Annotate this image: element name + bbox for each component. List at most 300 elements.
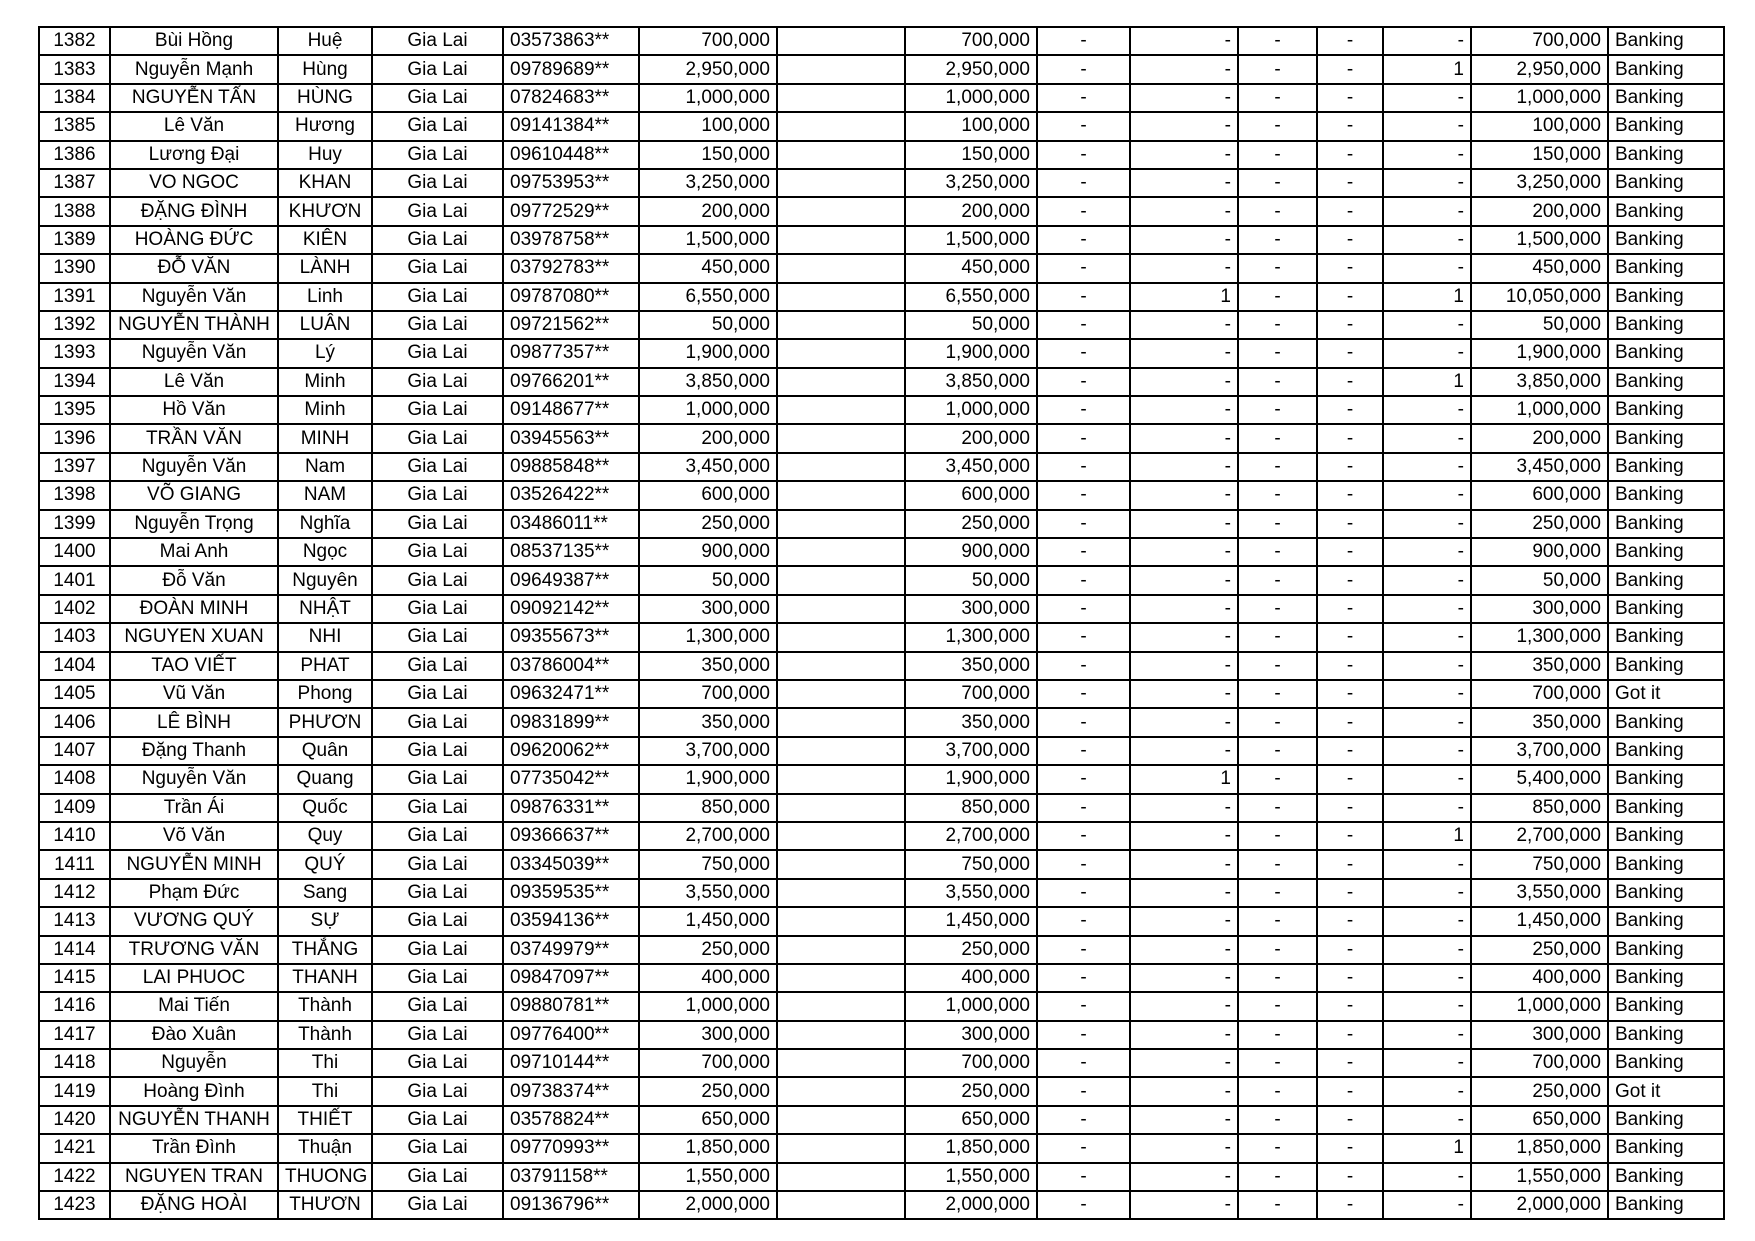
cell-c2: -: [1130, 169, 1238, 197]
cell-c4: -: [1317, 84, 1383, 112]
cell-c2: 1: [1130, 765, 1238, 793]
cell-c5: -: [1383, 1049, 1471, 1077]
cell-c5: -: [1383, 566, 1471, 594]
cell-c3: -: [1238, 1163, 1317, 1191]
cell-ghi-chu: [777, 481, 905, 509]
cell-tong-2: 100,000: [1471, 112, 1608, 140]
cell-c1: -: [1037, 27, 1130, 55]
table-row: [39, 141, 1724, 169]
cell-ten: Huy: [278, 141, 372, 169]
cell-tong-2: 1,500,000: [1471, 226, 1608, 254]
cell-tinh: Gia Lai: [372, 141, 503, 169]
cell-ho: Nguyễn Văn: [110, 339, 278, 367]
cell-tong-1: 850,000: [905, 794, 1037, 822]
cell-c3: -: [1238, 595, 1317, 623]
cell-c4: -: [1317, 1134, 1383, 1162]
cell-sdt: 03578824**: [503, 1106, 639, 1134]
cell-c2: -: [1130, 850, 1238, 878]
cell-sdt: 09359535**: [503, 879, 639, 907]
table-row: [39, 424, 1724, 452]
cell-tong-2: 2,950,000: [1471, 55, 1608, 83]
cell-c4: -: [1317, 1191, 1383, 1219]
table-row: [39, 992, 1724, 1020]
cell-hinh-thuc: Banking: [1608, 708, 1724, 736]
cell-ghi-chu: [777, 84, 905, 112]
cell-hinh-thuc: Banking: [1608, 197, 1724, 225]
cell-tong-1: 1,450,000: [905, 907, 1037, 935]
cell-ten: THƯƠN: [278, 1191, 372, 1219]
cell-c4: -: [1317, 197, 1383, 225]
cell-ho: LAI PHUOC: [110, 964, 278, 992]
cell-ghi-chu: [777, 680, 905, 708]
cell-hinh-thuc: Banking: [1608, 141, 1724, 169]
cell-tong-2: 1,000,000: [1471, 396, 1608, 424]
cell-tong-1: 600,000: [905, 481, 1037, 509]
cell-c1: -: [1037, 453, 1130, 481]
cell-c3: -: [1238, 396, 1317, 424]
cell-c3: -: [1238, 481, 1317, 509]
cell-no: 1410: [39, 822, 110, 850]
cell-tong-1: 400,000: [905, 964, 1037, 992]
cell-c4: -: [1317, 680, 1383, 708]
cell-ho: Hoàng Đình: [110, 1077, 278, 1105]
cell-tong-1: 250,000: [905, 936, 1037, 964]
cell-ghi-chu: [777, 879, 905, 907]
table-row: [39, 566, 1724, 594]
cell-c4: -: [1317, 623, 1383, 651]
cell-c1: -: [1037, 822, 1130, 850]
cell-ho: NGUYỄN MINH: [110, 850, 278, 878]
cell-no: 1389: [39, 226, 110, 254]
cell-no: 1417: [39, 1021, 110, 1049]
cell-hinh-thuc: Got it: [1608, 1077, 1724, 1105]
cell-c3: -: [1238, 964, 1317, 992]
cell-sdt: 03945563**: [503, 424, 639, 452]
cell-no: 1386: [39, 141, 110, 169]
cell-sdt: 09787080**: [503, 283, 639, 311]
cell-c1: -: [1037, 112, 1130, 140]
cell-tong-1: 250,000: [905, 1077, 1037, 1105]
cell-tinh: Gia Lai: [372, 765, 503, 793]
cell-so-tien: 400,000: [639, 964, 777, 992]
cell-tong-2: 200,000: [1471, 424, 1608, 452]
cell-ho: VÕ GIANG: [110, 481, 278, 509]
cell-hinh-thuc: Banking: [1608, 339, 1724, 367]
cell-no: 1421: [39, 1134, 110, 1162]
cell-c5: -: [1383, 765, 1471, 793]
cell-c5: 1: [1383, 1134, 1471, 1162]
cell-hinh-thuc: Banking: [1608, 623, 1724, 651]
cell-tinh: Gia Lai: [372, 1049, 503, 1077]
cell-ho: HOÀNG ĐỨC: [110, 226, 278, 254]
cell-c1: -: [1037, 55, 1130, 83]
cell-so-tien: 1,900,000: [639, 765, 777, 793]
cell-tinh: Gia Lai: [372, 453, 503, 481]
cell-so-tien: 1,850,000: [639, 1134, 777, 1162]
cell-tong-2: 750,000: [1471, 850, 1608, 878]
cell-c3: -: [1238, 737, 1317, 765]
cell-c4: -: [1317, 254, 1383, 282]
cell-no: 1402: [39, 595, 110, 623]
cell-so-tien: 100,000: [639, 112, 777, 140]
cell-c5: -: [1383, 84, 1471, 112]
cell-tong-2: 1,850,000: [1471, 1134, 1608, 1162]
table-row: [39, 396, 1724, 424]
cell-ghi-chu: [777, 822, 905, 850]
cell-sdt: 03786004**: [503, 652, 639, 680]
cell-c4: -: [1317, 936, 1383, 964]
cell-c2: -: [1130, 538, 1238, 566]
cell-ghi-chu: [777, 992, 905, 1020]
cell-so-tien: 350,000: [639, 708, 777, 736]
cell-c2: -: [1130, 339, 1238, 367]
cell-c2: 1: [1130, 283, 1238, 311]
cell-c5: -: [1383, 850, 1471, 878]
cell-no: 1411: [39, 850, 110, 878]
cell-hinh-thuc: Banking: [1608, 538, 1724, 566]
cell-c1: -: [1037, 566, 1130, 594]
cell-c4: -: [1317, 737, 1383, 765]
cell-c5: -: [1383, 623, 1471, 651]
cell-hinh-thuc: Banking: [1608, 595, 1724, 623]
cell-tong-1: 300,000: [905, 1021, 1037, 1049]
cell-hinh-thuc: Banking: [1608, 850, 1724, 878]
cell-no: 1394: [39, 368, 110, 396]
cell-c1: -: [1037, 595, 1130, 623]
cell-hinh-thuc: Banking: [1608, 964, 1724, 992]
cell-no: 1403: [39, 623, 110, 651]
cell-c3: -: [1238, 254, 1317, 282]
table-row: [39, 623, 1724, 651]
cell-c4: -: [1317, 424, 1383, 452]
cell-ho: Lê Văn: [110, 368, 278, 396]
cell-c1: -: [1037, 197, 1130, 225]
cell-sdt: 09770993**: [503, 1134, 639, 1162]
cell-c1: -: [1037, 141, 1130, 169]
cell-c5: -: [1383, 936, 1471, 964]
table-row: [39, 481, 1724, 509]
cell-ten: PHƯƠN: [278, 708, 372, 736]
cell-ten: THANH: [278, 964, 372, 992]
cell-ho: NGUYEN TRAN: [110, 1163, 278, 1191]
cell-tong-1: 200,000: [905, 424, 1037, 452]
cell-tong-2: 50,000: [1471, 566, 1608, 594]
cell-sdt: 09710144**: [503, 1049, 639, 1077]
cell-tinh: Gia Lai: [372, 226, 503, 254]
cell-hinh-thuc: Banking: [1608, 992, 1724, 1020]
cell-sdt: 09620062**: [503, 737, 639, 765]
cell-c4: -: [1317, 765, 1383, 793]
cell-tong-1: 6,550,000: [905, 283, 1037, 311]
cell-tong-2: 250,000: [1471, 1077, 1608, 1105]
cell-no: 1419: [39, 1077, 110, 1105]
cell-c1: -: [1037, 1021, 1130, 1049]
cell-tong-1: 1,000,000: [905, 84, 1037, 112]
cell-ghi-chu: [777, 254, 905, 282]
cell-tinh: Gia Lai: [372, 283, 503, 311]
cell-no: 1395: [39, 396, 110, 424]
cell-sdt: 09610448**: [503, 141, 639, 169]
cell-tong-1: 350,000: [905, 708, 1037, 736]
cell-tong-1: 350,000: [905, 652, 1037, 680]
cell-c4: -: [1317, 481, 1383, 509]
cell-tong-2: 700,000: [1471, 1049, 1608, 1077]
cell-c3: -: [1238, 197, 1317, 225]
cell-sdt: 09738374**: [503, 1077, 639, 1105]
cell-tinh: Gia Lai: [372, 936, 503, 964]
table-row: [39, 197, 1724, 225]
cell-c4: -: [1317, 453, 1383, 481]
cell-so-tien: 3,250,000: [639, 169, 777, 197]
cell-ghi-chu: [777, 595, 905, 623]
cell-tong-2: 1,550,000: [1471, 1163, 1608, 1191]
cell-ghi-chu: [777, 112, 905, 140]
cell-c4: -: [1317, 27, 1383, 55]
cell-tong-2: 1,000,000: [1471, 992, 1608, 1020]
cell-ghi-chu: [777, 27, 905, 55]
table-row: [39, 850, 1724, 878]
cell-ghi-chu: [777, 936, 905, 964]
cell-c4: -: [1317, 1106, 1383, 1134]
cell-ghi-chu: [777, 55, 905, 83]
cell-ten: Quốc: [278, 794, 372, 822]
cell-tong-2: 700,000: [1471, 27, 1608, 55]
cell-c2: -: [1130, 368, 1238, 396]
cell-so-tien: 300,000: [639, 595, 777, 623]
cell-ten: MINH: [278, 424, 372, 452]
cell-tong-2: 300,000: [1471, 1021, 1608, 1049]
cell-tinh: Gia Lai: [372, 822, 503, 850]
table-row: [39, 55, 1724, 83]
cell-tong-2: 3,550,000: [1471, 879, 1608, 907]
cell-ho: TRƯƠNG VĂN: [110, 936, 278, 964]
cell-ghi-chu: [777, 283, 905, 311]
cell-c5: 1: [1383, 822, 1471, 850]
cell-sdt: 09366637**: [503, 822, 639, 850]
cell-ho: Nguyễn Văn: [110, 283, 278, 311]
cell-no: 1414: [39, 936, 110, 964]
cell-hinh-thuc: Banking: [1608, 879, 1724, 907]
cell-so-tien: 2,000,000: [639, 1191, 777, 1219]
cell-ho: Nguyễn Văn: [110, 453, 278, 481]
cell-ten: HÙNG: [278, 84, 372, 112]
cell-tinh: Gia Lai: [372, 510, 503, 538]
cell-so-tien: 1,000,000: [639, 84, 777, 112]
cell-ten: Huệ: [278, 27, 372, 55]
cell-c5: -: [1383, 1106, 1471, 1134]
cell-so-tien: 2,950,000: [639, 55, 777, 83]
cell-c5: -: [1383, 907, 1471, 935]
cell-tong-2: 650,000: [1471, 1106, 1608, 1134]
cell-c3: -: [1238, 311, 1317, 339]
cell-ghi-chu: [777, 964, 905, 992]
cell-tong-1: 3,550,000: [905, 879, 1037, 907]
cell-sdt: 03792783**: [503, 254, 639, 282]
cell-c5: -: [1383, 992, 1471, 1020]
cell-ten: Quy: [278, 822, 372, 850]
cell-tinh: Gia Lai: [372, 396, 503, 424]
cell-tong-1: 200,000: [905, 197, 1037, 225]
cell-c2: -: [1130, 510, 1238, 538]
table-row: [39, 1049, 1724, 1077]
cell-ho: Lương Đại: [110, 141, 278, 169]
cell-tong-2: 1,000,000: [1471, 84, 1608, 112]
cell-ten: KHAN: [278, 169, 372, 197]
table-row: [39, 765, 1724, 793]
cell-tong-1: 900,000: [905, 538, 1037, 566]
cell-no: 1397: [39, 453, 110, 481]
cell-ghi-chu: [777, 652, 905, 680]
cell-c5: -: [1383, 169, 1471, 197]
cell-ten: LUÂN: [278, 311, 372, 339]
cell-tinh: Gia Lai: [372, 850, 503, 878]
cell-no: 1413: [39, 907, 110, 935]
cell-ghi-chu: [777, 141, 905, 169]
cell-tong-2: 350,000: [1471, 652, 1608, 680]
cell-c1: -: [1037, 652, 1130, 680]
cell-so-tien: 1,900,000: [639, 339, 777, 367]
cell-ghi-chu: [777, 396, 905, 424]
cell-ghi-chu: [777, 368, 905, 396]
cell-c4: -: [1317, 368, 1383, 396]
cell-ho: TRẦN VĂN: [110, 424, 278, 452]
cell-c5: 1: [1383, 283, 1471, 311]
cell-c4: -: [1317, 794, 1383, 822]
cell-tong-1: 1,500,000: [905, 226, 1037, 254]
cell-c3: -: [1238, 226, 1317, 254]
cell-no: 1407: [39, 737, 110, 765]
cell-tong-2: 600,000: [1471, 481, 1608, 509]
cell-ten: Linh: [278, 283, 372, 311]
cell-c2: -: [1130, 254, 1238, 282]
cell-c2: -: [1130, 794, 1238, 822]
cell-tong-1: 450,000: [905, 254, 1037, 282]
cell-ten: Nguyên: [278, 566, 372, 594]
cell-tinh: Gia Lai: [372, 169, 503, 197]
cell-so-tien: 1,450,000: [639, 907, 777, 935]
table-row: [39, 879, 1724, 907]
cell-c3: -: [1238, 566, 1317, 594]
cell-hinh-thuc: Banking: [1608, 424, 1724, 452]
cell-ghi-chu: [777, 1134, 905, 1162]
cell-tong-1: 100,000: [905, 112, 1037, 140]
cell-tinh: Gia Lai: [372, 623, 503, 651]
cell-ten: Thành: [278, 1021, 372, 1049]
cell-tong-1: 700,000: [905, 27, 1037, 55]
cell-ghi-chu: [777, 1163, 905, 1191]
cell-ho: Mai Anh: [110, 538, 278, 566]
table-row: [39, 1134, 1724, 1162]
cell-sdt: 03573863**: [503, 27, 639, 55]
cell-c5: -: [1383, 112, 1471, 140]
cell-tong-2: 1,900,000: [1471, 339, 1608, 367]
cell-tinh: Gia Lai: [372, 1106, 503, 1134]
cell-tong-1: 250,000: [905, 510, 1037, 538]
cell-c2: -: [1130, 907, 1238, 935]
cell-tong-2: 3,450,000: [1471, 453, 1608, 481]
cell-tong-2: 200,000: [1471, 197, 1608, 225]
cell-c3: -: [1238, 1134, 1317, 1162]
cell-c5: -: [1383, 254, 1471, 282]
cell-c1: -: [1037, 879, 1130, 907]
cell-sdt: 03486011**: [503, 510, 639, 538]
cell-ho: Bùi Hồng: [110, 27, 278, 55]
cell-ho: ĐẶNG HOÀI: [110, 1191, 278, 1219]
cell-no: 1384: [39, 84, 110, 112]
cell-c2: -: [1130, 680, 1238, 708]
cell-tong-2: 10,050,000: [1471, 283, 1608, 311]
cell-so-tien: 350,000: [639, 652, 777, 680]
cell-ten: Lý: [278, 339, 372, 367]
cell-no: 1405: [39, 680, 110, 708]
cell-tinh: Gia Lai: [372, 1134, 503, 1162]
table-row: [39, 936, 1724, 964]
cell-ghi-chu: [777, 311, 905, 339]
table-row: [39, 169, 1724, 197]
cell-ho: VO NGOC: [110, 169, 278, 197]
cell-c5: 1: [1383, 55, 1471, 83]
cell-hinh-thuc: Banking: [1608, 936, 1724, 964]
cell-tinh: Gia Lai: [372, 27, 503, 55]
cell-tinh: Gia Lai: [372, 339, 503, 367]
cell-c3: -: [1238, 1106, 1317, 1134]
cell-so-tien: 600,000: [639, 481, 777, 509]
cell-no: 1391: [39, 283, 110, 311]
cell-c3: -: [1238, 424, 1317, 452]
cell-ghi-chu: [777, 538, 905, 566]
cell-ten: LÀNH: [278, 254, 372, 282]
cell-ghi-chu: [777, 339, 905, 367]
cell-no: 1383: [39, 55, 110, 83]
cell-hinh-thuc: Banking: [1608, 453, 1724, 481]
cell-ten: Thuận: [278, 1134, 372, 1162]
cell-ho: Trần Ái: [110, 794, 278, 822]
cell-tong-1: 3,850,000: [905, 368, 1037, 396]
cell-no: 1408: [39, 765, 110, 793]
cell-no: 1415: [39, 964, 110, 992]
cell-c5: -: [1383, 652, 1471, 680]
cell-sdt: 07824683**: [503, 84, 639, 112]
cell-ho: TAO VIẾT: [110, 652, 278, 680]
cell-ghi-chu: [777, 1077, 905, 1105]
cell-tong-2: 150,000: [1471, 141, 1608, 169]
cell-so-tien: 3,850,000: [639, 368, 777, 396]
cell-hinh-thuc: Banking: [1608, 254, 1724, 282]
cell-so-tien: 3,450,000: [639, 453, 777, 481]
cell-c3: -: [1238, 112, 1317, 140]
cell-sdt: 09766201**: [503, 368, 639, 396]
cell-ghi-chu: [777, 1049, 905, 1077]
cell-ten: KHƯƠN: [278, 197, 372, 225]
cell-tong-2: 250,000: [1471, 936, 1608, 964]
cell-c5: -: [1383, 339, 1471, 367]
cell-sdt: 08537135**: [503, 538, 639, 566]
cell-tong-2: 250,000: [1471, 510, 1608, 538]
cell-tong-1: 1,850,000: [905, 1134, 1037, 1162]
cell-ten: QUÝ: [278, 850, 372, 878]
table-row: [39, 1021, 1724, 1049]
cell-c3: -: [1238, 27, 1317, 55]
cell-c5: -: [1383, 396, 1471, 424]
cell-tong-2: 350,000: [1471, 708, 1608, 736]
cell-c5: -: [1383, 964, 1471, 992]
cell-hinh-thuc: Banking: [1608, 226, 1724, 254]
cell-ten: NAM: [278, 481, 372, 509]
cell-c1: -: [1037, 226, 1130, 254]
cell-ten: SỰ: [278, 907, 372, 935]
cell-c3: -: [1238, 1049, 1317, 1077]
cell-c3: -: [1238, 794, 1317, 822]
